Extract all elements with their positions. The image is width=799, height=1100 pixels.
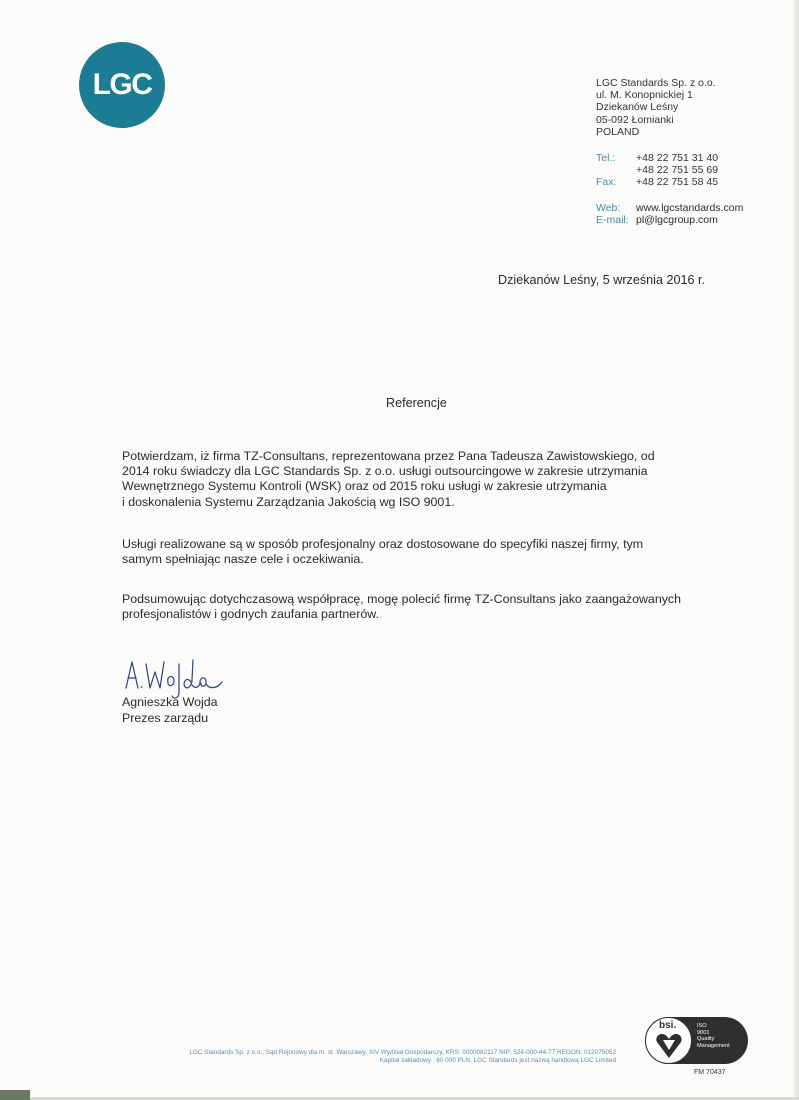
web-label: Web: (596, 202, 621, 214)
email-label: E-mail: (596, 214, 629, 227)
bsi-mark (645, 1017, 692, 1064)
address-line: Dziekanów Leśny (596, 101, 679, 114)
lgc-logo-text: LGC (92, 68, 152, 101)
address-line: POLAND (596, 125, 640, 138)
web-address: www.lgcstandards.com (636, 202, 744, 214)
kitemark-heart-icon (655, 1032, 683, 1060)
address-line: 05-092 Łomianki (596, 113, 674, 126)
iso-number: 9001 (697, 1029, 710, 1036)
scan-corner-mark (0, 1090, 30, 1100)
iso-label (697, 1023, 730, 1049)
certificate-code: FM 70437 (694, 1069, 726, 1076)
tel-number: +48 22 751 55 69 (636, 164, 719, 177)
email-address: pl@lgcgroup.com (636, 214, 718, 227)
text-line: Podsumowując dotychczasową współpracę, mogę polecić firmę TZ-Consultans jako zaangażowanych (122, 592, 682, 606)
bsi-iso-certification-badge (645, 1017, 748, 1064)
company-address (596, 77, 716, 138)
phone-fax-block (596, 152, 718, 189)
tel-label: Tel.: (596, 152, 616, 164)
text-line: Wewnętrznego Systemu Kontroli (WSK) oraz od 2015 roku usługi w zakresie utrzymania (122, 479, 607, 494)
fax-label: Fax: (596, 176, 617, 189)
page-edge-shadow (793, 0, 799, 1100)
iso-label-quality: Quality (697, 1036, 715, 1043)
letter-title: Referencje (386, 396, 447, 410)
company-registration-footer (98, 1049, 616, 1065)
signatory-position: Prezes zarządu (122, 711, 209, 725)
footer-line: Kapitał zakładowy : 60 000 PLN, LGC Standards jest nazwą handlową LGC Limited (379, 1057, 616, 1064)
text-line: Potwierdzam, iż firma TZ-Consultans, reprezentowana przez Pana Tadeusza Zawistowskiego, od (122, 449, 655, 463)
text-line: 2014 roku świadczy dla LGC Standards Sp. z o.o. usługi outsourcingowe w zakresie utrzymania (122, 464, 648, 479)
tel-number: +48 22 751 31 40 (636, 152, 719, 164)
bsi-brand: bsi. (659, 1020, 677, 1031)
fax-number: +48 22 751 58 45 (636, 176, 719, 189)
paragraph-2 (122, 537, 722, 567)
letter-date: Dziekanów Leśny, 5 września 2016 r. (498, 273, 705, 287)
lgc-logo (79, 42, 165, 128)
signatory-name: Agnieszka Wojda (122, 695, 218, 709)
paragraph-1 (122, 449, 722, 510)
signatory (122, 694, 218, 726)
text-line: i doskonalenia Systemu Zarządzania Jakością wg ISO 9001. (122, 494, 455, 509)
text-line: samym spełniając nasze cele i oczekiwania. (122, 552, 364, 567)
text-line: Usługi realizowane są w sposób profesjonalny oraz dostosowane do specyfiki naszej firmy, tym (122, 537, 644, 551)
web-email-block (596, 202, 743, 226)
text-line: profesjonalistów i godnych zaufania partnerów. (122, 607, 379, 622)
footer-line: LGC Standards Sp. z o.o., Sąd Rejonowy dla m. st. Warszawy, XIV Wydział Gospodarczy, KRS: 0000082117 NIP: 524-000-44-77 REGON: 012075052 (189, 1049, 616, 1056)
address-line: ul. M. Konopnickiej 1 (596, 89, 693, 102)
iso-label-management: Management (697, 1042, 730, 1049)
paragraph-3 (122, 592, 722, 622)
address-line: LGC Standards Sp. z o.o. (596, 77, 716, 89)
iso-standard: ISO (697, 1023, 707, 1029)
